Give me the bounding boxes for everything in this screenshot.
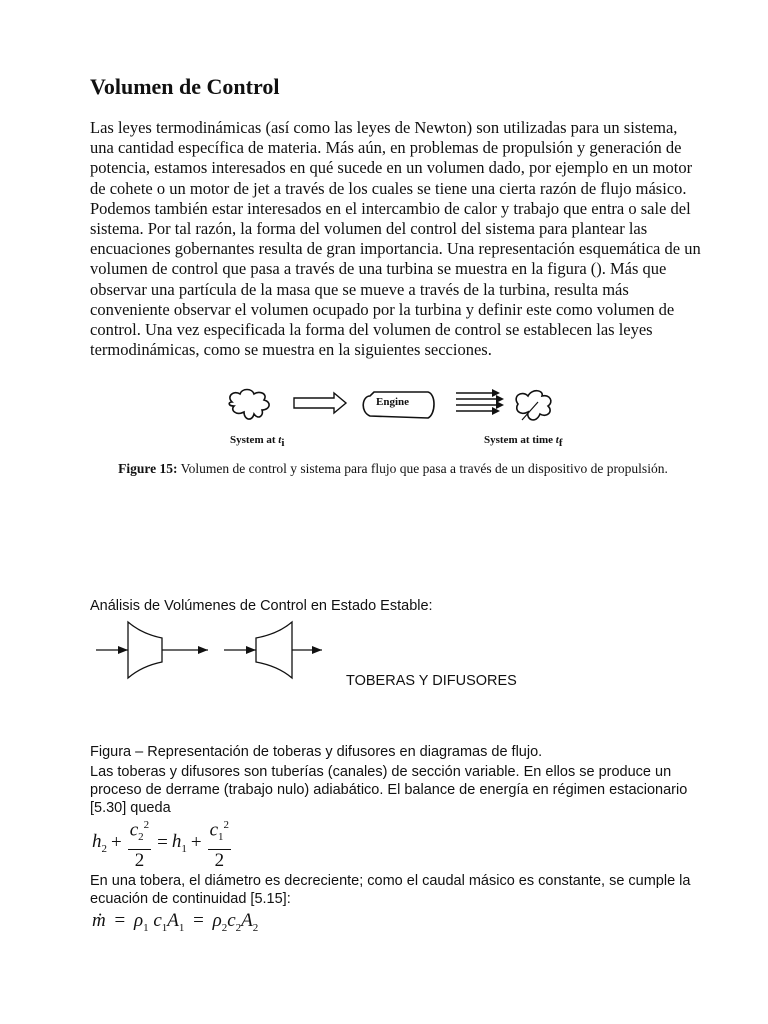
flow-arrowhead-mid2 xyxy=(496,401,504,409)
continuity-paragraph: En una tobera, el diámetro es decreciente; como el caudal másico es constante, se cumple la ecuación de continuidad [5.15]: xyxy=(90,873,691,907)
engine-label: Engine xyxy=(376,396,410,408)
system-cloud-final xyxy=(516,391,551,420)
system-cloud-initial xyxy=(229,390,269,420)
figure-caption: Figure 15: Volumen de control y sistema para flujo que pasa a través de un dispositivo de propulsión. xyxy=(118,461,668,476)
nozzle-diffuser-diagram xyxy=(92,616,324,680)
section-heading: Análisis de Volúmenes de Control en Estado Estable: xyxy=(90,598,433,614)
nozzle-shape xyxy=(128,622,162,678)
figure2-caption: Figura – Representación de toberas y difusores en diagramas de flujo. xyxy=(90,744,543,760)
energy-balance-paragraph: Las toberas y difusores son tuberías (canales) de sección variable. En ellos se produce un proceso de derrame (trabajo nulo) adiabático. El balance de energía en régimen estacionario [5.30] queda xyxy=(90,764,688,816)
continuity-equation: ṁ = $\rho_1$ $c_1A_1 = \rho_2c_2A_2$ xyxy=(92,910,259,934)
toberas-label: TOBERAS Y DIFUSORES xyxy=(346,673,517,689)
system-final-label: System at time $t_f$ xyxy=(484,434,563,450)
hollow-arrow xyxy=(294,393,346,413)
intro-paragraph: Las leyes termodinámicas (así como las leyes de Newton) son utilizadas para un sistema, una cantidad específica de materia. Más aún, en problemas de propulsión y generación de potencia, estamos interesados en qué sucede en un volumen dado, por ejemplo en un motor de cohete o un motor de jet a través de los cuales se tiene una cierta razón de flujo másico. Podemos también estar interesados en el intercambio de calor y trabajo que entra o sale del sistema. Por tal razón, la forma del volumen del control del sistema para plantear las encuaciones gobernantes resulta de gran importancia. Una representación esquemática de un volumen de control que pasa a través de una turbina se muestra en la figura (). Más que observar una partícula de la masa que se mueve a través de la turbina, resulta más conveniente observar el volumen ocupado por la turbina y definir este como volumen de control. Una vez especificada la forma del volumen de control se establecen las leyes termodinámicas, como se muestra en la siguientes secciones. xyxy=(90,118,701,360)
page-title: Volumen de Control xyxy=(90,74,280,99)
energy-balance-equation: $h_2$ + $\frac{c_2^2}{2}$ = $h_1$ + $\frac{c_1^2}{2}$ xyxy=(92,818,233,868)
system-initial-label: System at $t_i$ xyxy=(230,434,285,450)
diffuser-shape xyxy=(256,622,292,678)
